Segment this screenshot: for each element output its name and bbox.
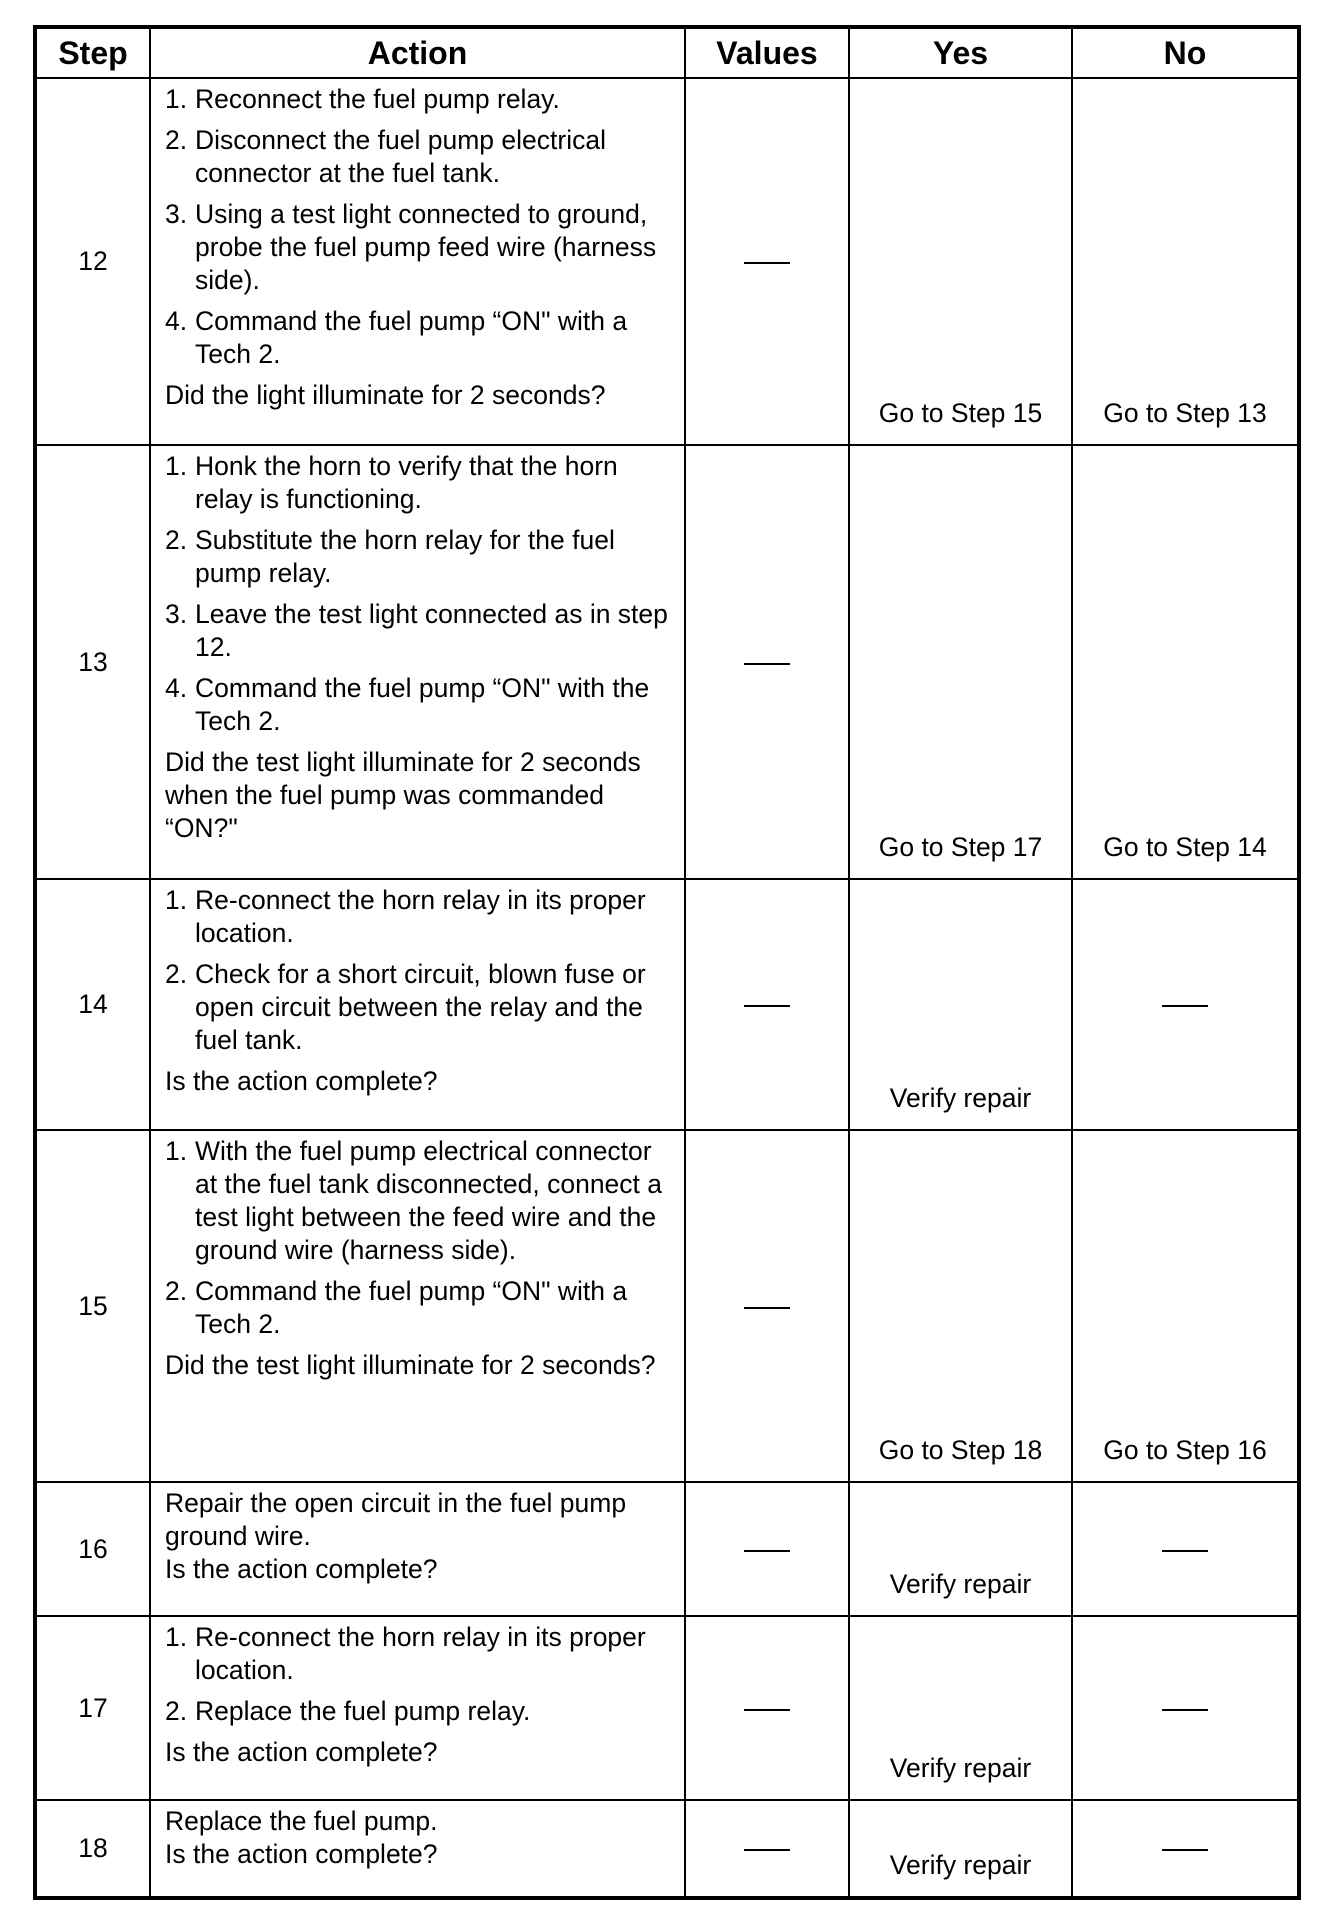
yes-result: Verify repair — [889, 1569, 1032, 1599]
values-cell — [685, 78, 849, 445]
item-text: Re-connect the horn relay in its proper location. — [195, 885, 646, 948]
yes-cell — [849, 78, 1072, 445]
item-text: Reconnect the fuel pump relay. — [195, 84, 560, 114]
yes-result: Go to Step 15 — [878, 398, 1043, 428]
yes-result: Verify repair — [889, 1083, 1032, 1113]
header-no: No — [1072, 27, 1299, 78]
item-number: 2. — [165, 1696, 188, 1726]
yes-result: Go to Step 18 — [878, 1435, 1043, 1465]
step-number: 14 — [35, 879, 150, 1130]
values-cell — [685, 879, 849, 1130]
no-cell — [1072, 1130, 1299, 1482]
dash-mark — [744, 1709, 790, 1711]
header-action: Action — [150, 27, 685, 78]
action-item — [165, 884, 674, 950]
item-number: 4. — [165, 306, 188, 336]
action-question: Is the action complete? — [165, 1554, 438, 1584]
no-cell — [1072, 879, 1299, 1130]
yes-cell — [849, 879, 1072, 1130]
action-cell — [150, 1130, 685, 1482]
values-cell — [685, 1130, 849, 1482]
action-cell — [150, 1482, 685, 1616]
step-number: 15 — [35, 1130, 150, 1482]
item-text: Honk the horn to verify that the horn relay is functioning. — [195, 451, 618, 514]
header-row — [35, 27, 1299, 78]
action-text: Replace the fuel pump. — [165, 1806, 438, 1836]
action-question: Did the light illuminate for 2 seconds? — [165, 380, 606, 410]
dash-mark — [1162, 1550, 1208, 1552]
yes-cell — [849, 1800, 1072, 1898]
step-number: 18 — [35, 1800, 150, 1898]
action-item — [165, 305, 674, 371]
item-text: Command the fuel pump “ON" with the Tech 2. — [195, 673, 650, 736]
item-number: 1. — [165, 1136, 188, 1166]
item-number: 2. — [165, 525, 188, 555]
dash-mark — [744, 1005, 790, 1007]
yes-result: Go to Step 17 — [878, 832, 1043, 862]
action-cell — [150, 78, 685, 445]
yes-cell — [849, 1616, 1072, 1800]
action-cell — [150, 1800, 685, 1898]
item-text: Substitute the horn relay for the fuel pump relay. — [195, 525, 615, 588]
values-cell — [685, 1616, 849, 1800]
step-number: 13 — [35, 445, 150, 879]
dash-mark — [1162, 1709, 1208, 1711]
item-number: 3. — [165, 199, 188, 229]
dash-mark — [744, 262, 790, 264]
item-number: 1. — [165, 885, 188, 915]
item-text: Command the fuel pump “ON" with a Tech 2. — [195, 1276, 628, 1339]
dash-mark — [744, 1849, 790, 1851]
dash-mark — [744, 1307, 790, 1309]
item-text: Replace the fuel pump relay. — [195, 1696, 531, 1726]
item-number: 2. — [165, 125, 188, 155]
step-number: 16 — [35, 1482, 150, 1616]
item-text: With the fuel pump electrical connector at the fuel tank disconnected, connect a test light between the feed wire and the ground wire (harness side). — [195, 1136, 663, 1265]
action-item — [165, 1695, 674, 1728]
yes-cell — [849, 1130, 1072, 1482]
no-cell — [1072, 1482, 1299, 1616]
action-text: Repair the open circuit in the fuel pump ground wire. — [165, 1488, 627, 1551]
step-number: 12 — [35, 78, 150, 445]
table-row — [35, 1800, 1299, 1898]
no-result: Go to Step 13 — [1103, 398, 1267, 428]
table-row — [35, 1130, 1299, 1482]
action-question: Is the action complete? — [165, 1737, 438, 1767]
item-number: 1. — [165, 1622, 188, 1652]
action-cell — [150, 879, 685, 1130]
action-question: Is the action complete? — [165, 1839, 438, 1869]
table-row — [35, 445, 1299, 879]
item-text: Using a test light connected to ground, probe the fuel pump feed wire (harness side). — [195, 199, 657, 295]
values-cell — [685, 1800, 849, 1898]
action-item — [165, 83, 674, 116]
values-cell — [685, 1482, 849, 1616]
item-text: Check for a short circuit, blown fuse or open circuit between the relay and the fuel tank. — [195, 959, 646, 1055]
no-result: Go to Step 16 — [1103, 1435, 1267, 1465]
no-cell — [1072, 1800, 1299, 1898]
action-question: Did the test light illuminate for 2 seconds when the fuel pump was commanded “ON?" — [165, 747, 641, 843]
no-cell — [1072, 445, 1299, 879]
dash-mark — [744, 663, 790, 665]
item-number: 2. — [165, 959, 188, 989]
no-cell — [1072, 1616, 1299, 1800]
header-values: Values — [685, 27, 849, 78]
item-text: Leave the test light connected as in step 12. — [195, 599, 668, 662]
item-number: 4. — [165, 673, 188, 703]
table-row — [35, 78, 1299, 445]
diagnostic-table — [33, 25, 1301, 1900]
item-text: Re-connect the horn relay in its proper location. — [195, 1622, 646, 1685]
item-text: Disconnect the fuel pump electrical connector at the fuel tank. — [195, 125, 606, 188]
action-item — [165, 672, 674, 738]
action-item — [165, 198, 674, 297]
action-cell — [150, 1616, 685, 1800]
table-row — [35, 1482, 1299, 1616]
item-text: Command the fuel pump “ON" with a Tech 2. — [195, 306, 628, 369]
action-item — [165, 1621, 674, 1687]
step-number: 17 — [35, 1616, 150, 1800]
action-item — [165, 598, 674, 664]
header-step: Step — [35, 27, 150, 78]
yes-result: Verify repair — [889, 1850, 1032, 1880]
table-row — [35, 879, 1299, 1130]
table-row — [35, 1616, 1299, 1800]
yes-cell — [849, 445, 1072, 879]
header-yes: Yes — [849, 27, 1072, 78]
item-number: 1. — [165, 84, 188, 114]
action-item — [165, 1135, 674, 1267]
no-result: Go to Step 14 — [1103, 832, 1267, 862]
action-question: Did the test light illuminate for 2 seconds? — [165, 1350, 656, 1380]
action-item — [165, 958, 674, 1057]
action-item — [165, 124, 674, 190]
dash-mark — [744, 1550, 790, 1552]
no-cell — [1072, 78, 1299, 445]
item-number: 2. — [165, 1276, 188, 1306]
yes-cell — [849, 1482, 1072, 1616]
action-item — [165, 1275, 674, 1341]
item-number: 3. — [165, 599, 188, 629]
dash-mark — [1162, 1005, 1208, 1007]
action-item — [165, 524, 674, 590]
item-number: 1. — [165, 451, 188, 481]
yes-result: Verify repair — [889, 1753, 1032, 1783]
action-cell — [150, 445, 685, 879]
action-item — [165, 450, 674, 516]
action-question: Is the action complete? — [165, 1066, 438, 1096]
dash-mark — [1162, 1849, 1208, 1851]
values-cell — [685, 445, 849, 879]
